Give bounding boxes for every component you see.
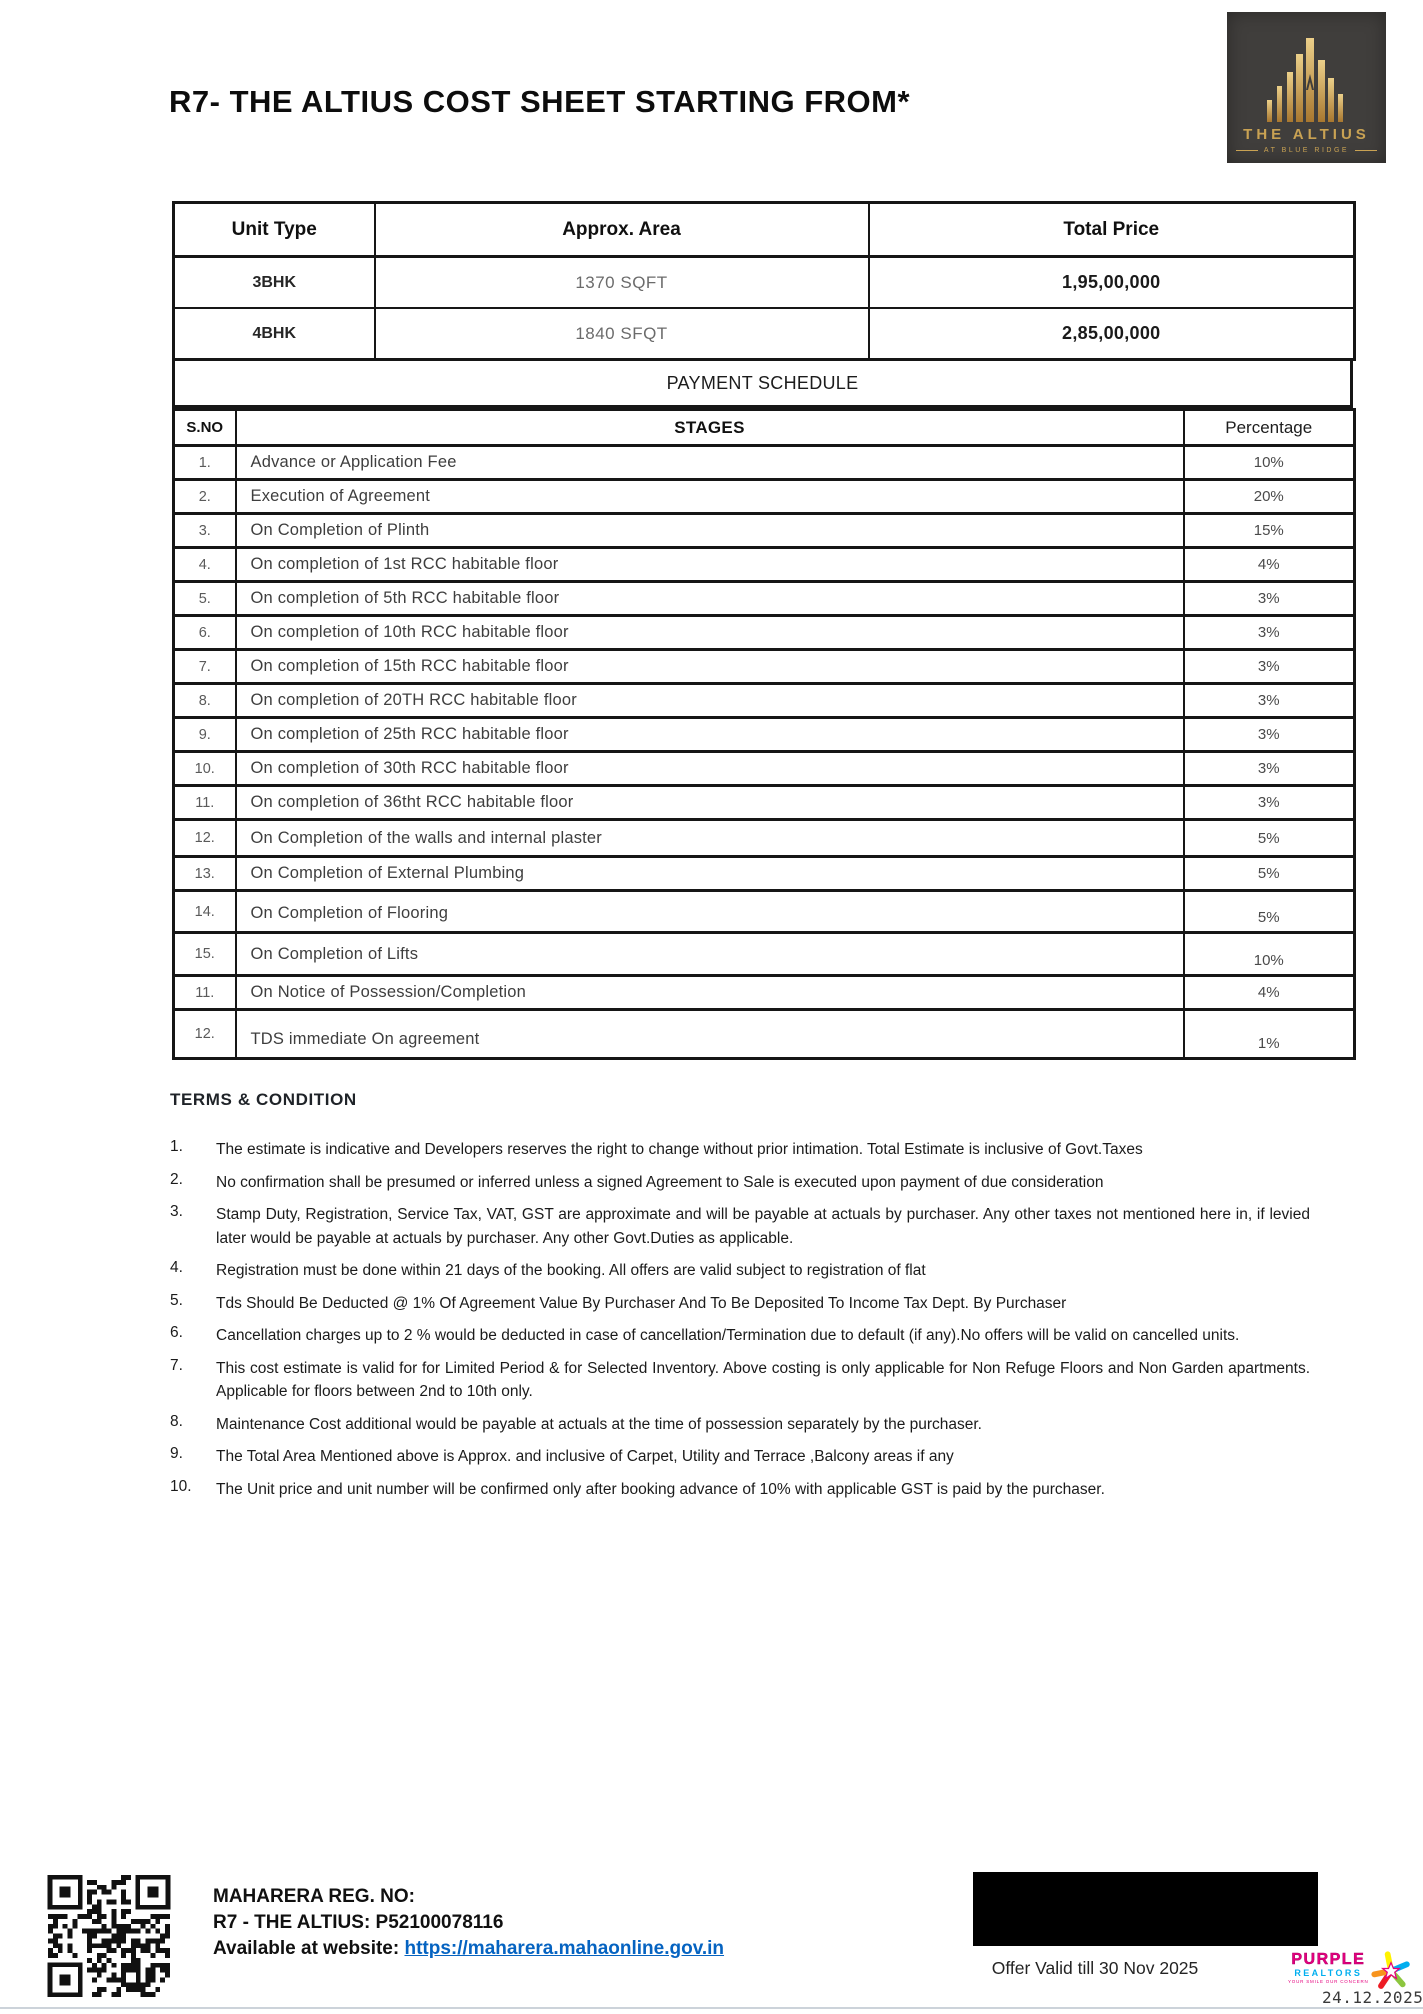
schedule-sno-cell: 4. [174,548,236,582]
schedule-pct-cell: 3% [1184,582,1355,616]
schedule-row [174,514,1355,548]
terms-item [170,1357,1310,1404]
schedule-row [174,582,1355,616]
payment-schedule-body [174,446,1355,1059]
schedule-row [174,820,1355,857]
schedule-pct-cell: 5% [1184,820,1355,857]
logo-name: THE ALTIUS [1243,126,1370,143]
schedule-sno-cell: 9. [174,718,236,752]
payment-schedule-table [172,408,1356,1060]
schedule-pct-cell: 4% [1184,548,1355,582]
terms-item [170,1259,1310,1283]
terms-list [170,1138,1310,1502]
unit-table-header-row [174,203,1355,257]
schedule-stage-cell: On Completion of the walls and internal plaster [236,820,1184,857]
schedule-pct-cell: 4% [1184,976,1355,1010]
schedule-pct-cell: 3% [1184,752,1355,786]
schedule-stage-cell: On completion of 15th RCC habitable floor [236,650,1184,684]
maharera-registration: R7 - THE ALTIUS: P52100078116 [213,1912,504,1933]
schedule-pct-cell: 15% [1184,514,1355,548]
purple-realtors-wordmark [1288,1951,1369,1984]
schedule-stage-cell: On Notice of Possession/Completion [236,976,1184,1010]
approx-area-header: Approx. Area [375,203,869,257]
area-cell: 1840 SFQT [375,308,869,360]
schedule-sno-cell: 13. [174,857,236,891]
terms-item-text: Cancellation charges up to 2 % would be deducted in case of cancellation/Termination due to default (if any).No offers will be valid on cancelled units. [216,1327,1240,1345]
terms-item [170,1203,1310,1250]
unit-type-cell: 4BHK [174,308,375,360]
schedule-stage-cell: On completion of 20TH RCC habitable floor [236,684,1184,718]
unit-row-4bhk [174,308,1355,360]
area-cell: 1370 SQFT [375,257,869,309]
terms-item-text: Stamp Duty, Registration, Service Tax, VAT, GST are approximate and will be payable at actuals by purchaser. Any other taxes not mentioned here in, if levied later would be payable at actuals by purchaser. Any other Govt.Duties as applicable. [216,1206,1310,1247]
schedule-sno-cell: 5. [174,582,236,616]
schedule-sno-cell: 1. [174,446,236,480]
terms-item [170,1445,1310,1469]
schedule-pct-cell: 3% [1184,650,1355,684]
schedule-sno-cell: 11. [174,976,236,1010]
terms-item-text: Tds Should Be Deducted @ 1% Of Agreement Value By Purchaser And To Be Deposited To Income Tax Dept. By Purchaser [216,1294,1067,1312]
schedule-row [174,752,1355,786]
logo-tagline: AT BLUE RIDGE [1236,147,1377,154]
schedule-row [174,650,1355,684]
terms-item [170,1324,1310,1348]
altius-logo [1227,12,1386,163]
realtor-name-line2: REALTORS [1294,1968,1363,1978]
schedule-row [174,891,1355,933]
schedule-stage-cell: On completion of 10th RCC habitable floor [236,616,1184,650]
terms-item-number: 4. [170,1259,183,1277]
maharera-block [213,1884,724,1962]
schedule-sno-cell: 2. [174,480,236,514]
schedule-pct-cell: 10% [1184,933,1355,976]
schedule-pct-cell: 1% [1184,1010,1355,1059]
schedule-stage-cell: On completion of 5th RCC habitable floor [236,582,1184,616]
schedule-header-row [174,410,1355,446]
website-line [213,1936,724,1962]
schedule-row [174,616,1355,650]
schedule-sno-cell: 8. [174,684,236,718]
offer-validity: Offer Valid till 30 Nov 2025 [991,1958,1199,1978]
payment-schedule-caption: PAYMENT SCHEDULE [172,361,1353,408]
bottom-divider [0,2007,1423,2009]
percentage-header: Percentage [1184,410,1355,446]
schedule-stage-cell: On completion of 36tht RCC habitable floor [236,786,1184,820]
schedule-sno-cell: 11. [174,786,236,820]
terms-item-number: 8. [170,1412,183,1430]
terms-item [170,1413,1310,1437]
schedule-pct-cell: 5% [1184,857,1355,891]
schedule-sno-cell: 12. [174,1010,236,1059]
terms-item-text: Maintenance Cost additional would be payable at actuals at the time of possession separately by the purchaser. [216,1415,982,1433]
schedule-sno-cell: 14. [174,891,236,933]
schedule-pct-cell: 3% [1184,718,1355,752]
terms-item-number: 2. [170,1170,183,1188]
schedule-sno-cell: 3. [174,514,236,548]
terms-item-number: 1. [170,1138,183,1155]
tables-block [172,201,1353,1060]
redacted-box [973,1872,1318,1946]
terms-item-number: 3. [170,1203,183,1221]
schedule-row [174,857,1355,891]
terms-item-number: 6. [170,1324,183,1342]
realtor-name-line1: PURPLE [1291,1951,1366,1968]
schedule-row [174,786,1355,820]
website-label: Available at website: [213,1938,405,1959]
schedule-sno-cell: 10. [174,752,236,786]
schedule-stage-cell: On Completion of Plinth [236,514,1184,548]
schedule-stage-cell: On Completion of External Plumbing [236,857,1184,891]
schedule-pct-cell: 3% [1184,786,1355,820]
schedule-stage-cell: On Completion of Flooring [236,891,1184,933]
unit-price-table [172,201,1356,361]
terms-item-text: The estimate is indicative and Developers reserves the right to change without prior intimation. Total Estimate is inclusive of Govt.Taxes [216,1141,1143,1158]
schedule-pct-cell: 5% [1184,891,1355,933]
terms-item-text: Registration must be done within 21 days of the booking. All offers are valid subject to registration of flat [216,1262,926,1280]
qr-code [45,1875,173,1997]
schedule-pct-cell: 3% [1184,684,1355,718]
page-title: R7- THE ALTIUS COST SHEET STARTING FROM* [169,84,911,119]
unit-type-header: Unit Type [174,203,375,257]
schedule-row [174,976,1355,1010]
terms-item-number: 7. [170,1356,183,1374]
schedule-row [174,933,1355,976]
price-cell: 1,95,00,000 [869,257,1355,309]
schedule-sno-cell: 6. [174,616,236,650]
maharera-website-link[interactable]: https://maharera.mahaonline.gov.in [404,1938,725,1959]
schedule-pct-cell: 3% [1184,616,1355,650]
terms-item [170,1292,1310,1316]
terms-item-text: The Total Area Mentioned above is Approx. and inclusive of Carpet, Utility and Terrace ,Balcony areas if any [216,1448,954,1466]
building-icon [1259,38,1355,122]
schedule-sno-cell: 12. [174,820,236,857]
stages-header: STAGES [236,410,1184,446]
terms-item-text: No confirmation shall be presumed or inferred unless a signed Agreement to Sale is executed upon payment of due consideration [216,1173,1104,1191]
schedule-stage-cell: On Completion of Lifts [236,933,1184,976]
terms-item-number: 10. [170,1478,192,1496]
unit-row-3bhk [174,257,1355,309]
sno-header: S.NO [174,410,236,446]
schedule-stage-cell: On completion of 1st RCC habitable floor [236,548,1184,582]
terms-item-text: The Unit price and unit number will be confirmed only after booking advance of 10% with applicable GST is paid by the purchaser. [216,1481,1105,1499]
unit-type-cell: 3BHK [174,257,375,309]
maharera-label: MAHARERA REG. NO: [213,1886,415,1907]
schedule-stage-cell: Execution of Agreement [236,480,1184,514]
schedule-row [174,548,1355,582]
schedule-row [174,446,1355,480]
terms-item-number: 5. [170,1291,183,1309]
terms-item [170,1171,1310,1195]
schedule-stage-cell: TDS immediate On agreement [236,1010,1184,1059]
schedule-stage-cell: On completion of 30th RCC habitable floor [236,752,1184,786]
terms-section [170,1090,1310,1511]
terms-item-text: This cost estimate is valid for for Limited Period & for Selected Inventory. Above costing is only applicable for Non Refuge Floors and Non Garden apartments. Applicable for floors between 2nd to 10th only. [216,1359,1310,1401]
schedule-stage-cell: On completion of 25th RCC habitable floor [236,718,1184,752]
schedule-sno-cell: 7. [174,650,236,684]
schedule-pct-cell: 10% [1184,446,1355,480]
schedule-row [174,1010,1355,1059]
schedule-pct-cell: 20% [1184,480,1355,514]
schedule-row [174,684,1355,718]
realtor-tagline: YOUR SMILE OUR CONCERN [1288,1979,1369,1984]
terms-heading: TERMS & CONDITION [170,1090,357,1109]
terms-item [170,1478,1310,1502]
terms-item-number: 9. [170,1445,183,1463]
price-cell: 2,85,00,000 [869,308,1355,360]
terms-item [170,1138,1310,1162]
total-price-header: Total Price [869,203,1355,257]
schedule-row [174,718,1355,752]
schedule-stage-cell: Advance or Application Fee [236,446,1184,480]
schedule-row [174,480,1355,514]
date-stamp: 24.12.2025 [1322,1988,1423,2007]
schedule-sno-cell: 15. [174,933,236,976]
